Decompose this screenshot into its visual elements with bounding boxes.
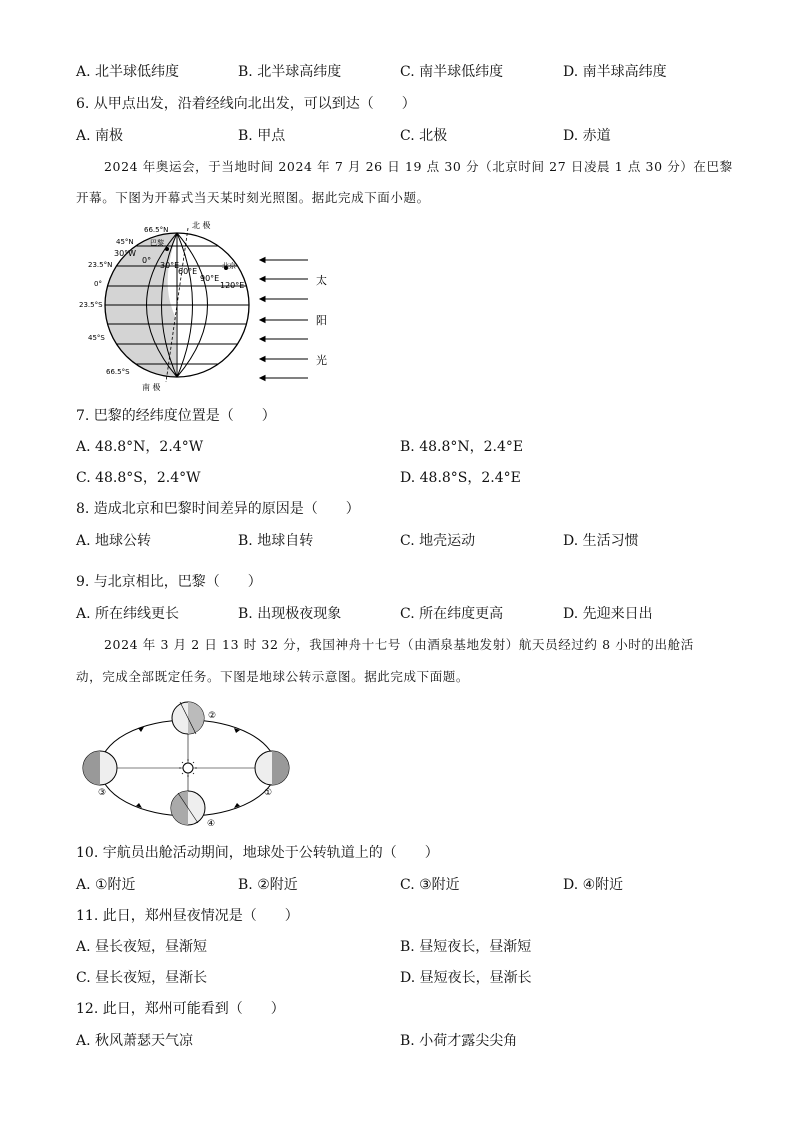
lon-label-120e: 120°E	[220, 281, 245, 290]
q7-option-b: B. 48.8°N，2.4°E	[400, 439, 524, 455]
q5-option-c: C. 南半球低纬度	[400, 64, 504, 80]
q6-option-d: D. 赤道	[563, 128, 611, 144]
lon-label-60e: 60°E	[178, 267, 198, 276]
q9-option-a: A. 所在纬线更长	[76, 606, 180, 622]
q8-option-c: C. 地壳运动	[400, 533, 476, 549]
q7-option-d: D. 48.8°S，2.4°E	[400, 470, 521, 486]
q8-stem: 8. 造成北京和巴黎时间差异的原因是（ ）	[76, 501, 360, 517]
position-label-1: ①	[264, 788, 273, 798]
position-label-2: ②	[208, 711, 217, 721]
sunlight-label-2: 阳	[316, 314, 327, 327]
sunlight-globe-figure	[76, 218, 336, 396]
q10-option-b: B. ②附近	[238, 877, 298, 893]
q6-stem: 6. 从甲点出发，沿着经线向北出发，可以到达（ ）	[76, 96, 416, 112]
q10-stem: 10. 宇航员出舱活动期间，地球处于公转轨道上的（ ）	[76, 845, 439, 861]
sunlight-label-1: 太	[316, 274, 327, 287]
position-label-3: ③	[98, 788, 107, 798]
q8-option-b: B. 地球自转	[238, 533, 314, 549]
q12-option-a: A. 秋风萧瑟天气凉	[76, 1033, 194, 1049]
beijing-label: 北京	[222, 262, 236, 270]
q11-option-d: D. 昼短夜长，昼渐长	[400, 970, 532, 986]
lat-label-23s: 23.5°S	[79, 301, 103, 309]
q9-option-d: D. 先迎来日出	[563, 606, 653, 622]
q10-option-d: D. ④附近	[563, 877, 624, 893]
lon-label-30e: 30°E	[160, 261, 180, 270]
q12-option-b: B. 小荷才露尖尖角	[400, 1033, 518, 1049]
q11-option-c: C. 昼长夜短，昼渐长	[76, 970, 208, 986]
lat-label-45s: 45°S	[88, 334, 105, 342]
q6-option-c: C. 北极	[400, 128, 448, 144]
paris-label: 巴黎	[150, 239, 164, 247]
q6-option-b: B. 甲点	[238, 128, 286, 144]
lat-label-66n: 66.5°N	[144, 226, 169, 234]
paris-point	[165, 247, 169, 251]
lat-label-66s: 66.5°S	[106, 368, 130, 376]
lon-label-30w: 30°W	[114, 249, 137, 258]
q10-option-a: A. ①附近	[76, 877, 136, 893]
q9-option-c: C. 所在纬度更高	[400, 606, 504, 622]
q5-option-b: B. 北半球高纬度	[238, 64, 342, 80]
north-pole-label: 北 极	[192, 221, 211, 230]
q8-option-a: A. 地球公转	[76, 533, 152, 549]
q9-stem: 9. 与北京相比，巴黎（ ）	[76, 574, 262, 590]
position-label-4: ④	[207, 819, 216, 829]
q12-stem: 12. 此日，郑州可能看到（ ）	[76, 1001, 285, 1017]
q5-option-d: D. 南半球高纬度	[563, 64, 667, 80]
q7-option-a: A. 48.8°N，2.4°W	[76, 439, 204, 455]
passage1-line1: 2024 年奥运会，于当地时间 2024 年 7 月 26 日 19 点 30 分（北京时间 27 日凌晨 1 点 30 分）在巴黎	[104, 159, 733, 174]
earth-orbit-figure	[80, 698, 300, 832]
earth-left	[83, 751, 117, 785]
q6-option-a: A. 南极	[76, 128, 124, 144]
q8-option-d: D. 生活习惯	[563, 533, 639, 549]
lon-label-90e: 90°E	[200, 274, 220, 283]
passage1-line2: 开幕。下图为开幕式当天某时刻光照图。据此完成下面小题。	[76, 190, 430, 205]
lat-label-0: 0°	[94, 280, 102, 288]
south-pole-label: 南 极	[142, 383, 161, 392]
lon-label-0: 0°	[142, 256, 152, 265]
q9-option-b: B. 出现极夜现象	[238, 606, 342, 622]
q11-option-b: B. 昼短夜长，昼渐短	[400, 939, 532, 955]
q11-option-a: A. 昼长夜短，昼渐短	[76, 939, 208, 955]
q7-stem: 7. 巴黎的经纬度位置是（ ）	[76, 408, 276, 424]
passage2-line1: 2024 年 3 月 2 日 13 时 32 分，我国神舟十七号（由酒泉基地发射）航天员经过约 8 小时的出舱活	[104, 637, 694, 652]
earth-right	[255, 751, 289, 785]
lat-label-23n: 23.5°N	[88, 261, 113, 269]
passage2-line2: 动，完成全部既定任务。下图是地球公转示意图。据此完成下面题。	[76, 669, 470, 684]
sunlight-arrows	[260, 258, 308, 381]
lat-label-45n: 45°N	[116, 238, 134, 246]
q10-option-c: C. ③附近	[400, 877, 460, 893]
sunlight-label-3: 光	[316, 354, 327, 367]
q7-option-c: C. 48.8°S，2.4°W	[76, 470, 201, 486]
earth-top	[172, 702, 204, 734]
earth-bottom	[171, 791, 205, 825]
q5-option-a: A. 北半球低纬度	[76, 64, 180, 80]
q11-stem: 11. 此日，郑州昼夜情况是（ ）	[76, 908, 299, 924]
